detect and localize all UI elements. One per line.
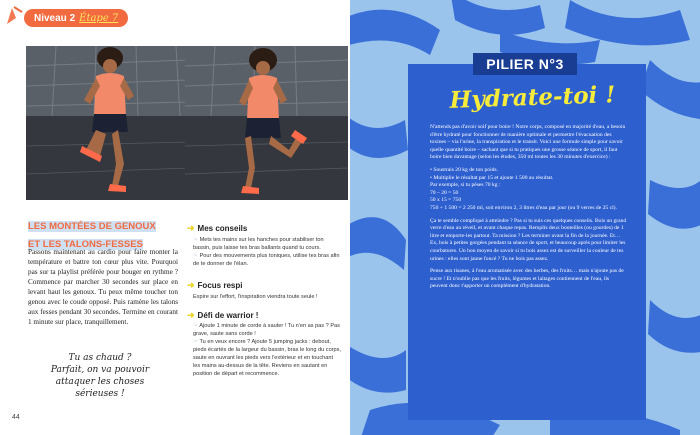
arrow-icon: ➜: [187, 310, 195, 320]
badge-ornament-icon: [4, 4, 24, 26]
level-text: Niveau 2: [34, 12, 76, 24]
section-body: Passons maintenant au cardio pour faire monter la température et battre ton cœur plus vite. Pourquoi pas sur ta playlist préférée pour bouger en rythme ? Commence par marcher 30 secondes sur place en levant haut les genoux. Tu peux même toucher ton genou avec le coude opposé. Puis ramène les talons aux fesses pendant 30 secondes. Termine en courant 1 minute sur place, tranquillement.: [28, 248, 178, 326]
tip-line: Ajoute 1 minute de corde à sauter ! Tu n'en as pas ? Pas grave, saute sans corde !: [193, 323, 340, 337]
tip-line: Tu en veux encore ? Ajoute 5 jumping jacks : debout, pieds écartés de la largeur du bassin, bras le long du corps, saute en ouvrant les pieds vers l'extérieur et en touchant les mains au-dessus de la tête. Reviens en sautant en position de départ et recommence.: [193, 339, 342, 377]
level-badge: [24, 9, 128, 27]
pillar-label: PILIER N°3: [473, 53, 577, 75]
paragraph: Par exemple, si tu pèses 70 kg :: [430, 182, 501, 189]
tip-defi-title: [187, 310, 258, 321]
tip-conseils-body: [193, 236, 341, 268]
tip-focus-title: [187, 280, 242, 291]
arrow-icon: ➜: [187, 280, 195, 290]
tip-focus-label: Focus respi: [197, 281, 243, 290]
page-number: 44: [12, 414, 20, 421]
paragraph: N'attends pas d'avoir soif pour boire ! Notre corps, composé en majorité d'eau, a besoin d'être hydraté pour fonctionner de manière optimale et permettre l'évacuation des toxines – via l'urine, la transpiration et le transit. Voici une formule simple pour savoir quelle quantité boire – sachant que si tu pratiques une grosse séance de sport, il faut boire bien davantage (selon les études, 350 ml toutes les 30 minutes d'exercice) :: [430, 124, 626, 161]
tip-defi-label: Défi de warrior !: [197, 311, 259, 320]
paragraph: Ça te semble compliqué à atteindre ? Pas si tu suis ces quelques conseils. Bois un grand verre d'eau au réveil, et avant chaque repas. Remplis deux bouteilles (ou gourdes) de 1 litre et emporte-les partout. Ta mission ? Les terminer avant la fin de la journée. Et… Ex, bois à petites gorgées pendant ta séance de sport, et beaucoup après pour limiter les courbatures. Un bon moyen de savoir si tu bois assez est de surveiller la couleur de tes urines : elles sont jaune foncé ? Tu ne bois pas assez.: [430, 217, 627, 262]
paragraph: Pense aux tisanes, à l'eau aromatisée avec des herbes, des fruits… mais n'ajoute pas de sucre ! Et n'oublie pas que les fruits, légumes et laitages contiennent de l'eau, ils peuvent donc t'apporter un complément d'hydratation.: [430, 268, 624, 290]
paragraph: • Multiplie le résultat par 15 et ajoute 1 500 au résultat.: [430, 174, 554, 181]
hand-icon: ☞: [193, 339, 199, 345]
quote-line: Tu as chaud ?: [68, 353, 132, 363]
section-title-line: ET LES TALONS-FESSES: [28, 239, 143, 250]
headline: Hydrate-toi !: [449, 81, 616, 114]
section-title-line: LES MONTÉES DE GENOUX: [28, 221, 156, 232]
quote: [40, 352, 160, 400]
arrow-icon: ➜: [187, 223, 195, 233]
hand-icon: ☞: [193, 237, 199, 243]
tip-defi-body: [193, 322, 341, 378]
tip-conseils-label: Mes conseils: [197, 224, 248, 233]
tip-line: Pour des mouvements plus toniques, utilise tes bras afin de te donner de l'élan.: [193, 253, 340, 267]
exercise-photo-knee-raise: [26, 46, 189, 200]
level-step: Étape 7: [79, 12, 119, 24]
exercise-photo-butt-kick: [185, 46, 348, 200]
quote-line: Parfait, on va pouvoir: [50, 365, 150, 375]
paragraph: 70 – 20 = 50: [430, 189, 459, 196]
quote-line: sérieuses !: [75, 389, 125, 399]
hand-icon: ☞: [193, 253, 199, 259]
quote-line: attaquer les choses: [55, 377, 145, 387]
tip-conseils-title: [187, 223, 247, 234]
paragraph: • Soustrais 20 kg de ton poids.: [430, 166, 498, 173]
tip-line: Mets tes mains sur les hanches pour stabiliser ton bassin, puis laisse tes bras ballants quand tu cours.: [193, 237, 324, 251]
hand-icon: ☞: [193, 323, 199, 329]
paragraph: 750 + 1 500 = 2 250 ml, soit environ 2, 3 litres d'eau par jour (ou 9 verres de 25 cl).: [430, 204, 617, 211]
right-page: [350, 0, 700, 435]
tip-focus-body: Expire sur l'effort, l'inspiration viendra toute seule !: [193, 294, 318, 300]
right-body: [430, 124, 628, 296]
paragraph: 50 x 15 = 750: [430, 197, 462, 204]
